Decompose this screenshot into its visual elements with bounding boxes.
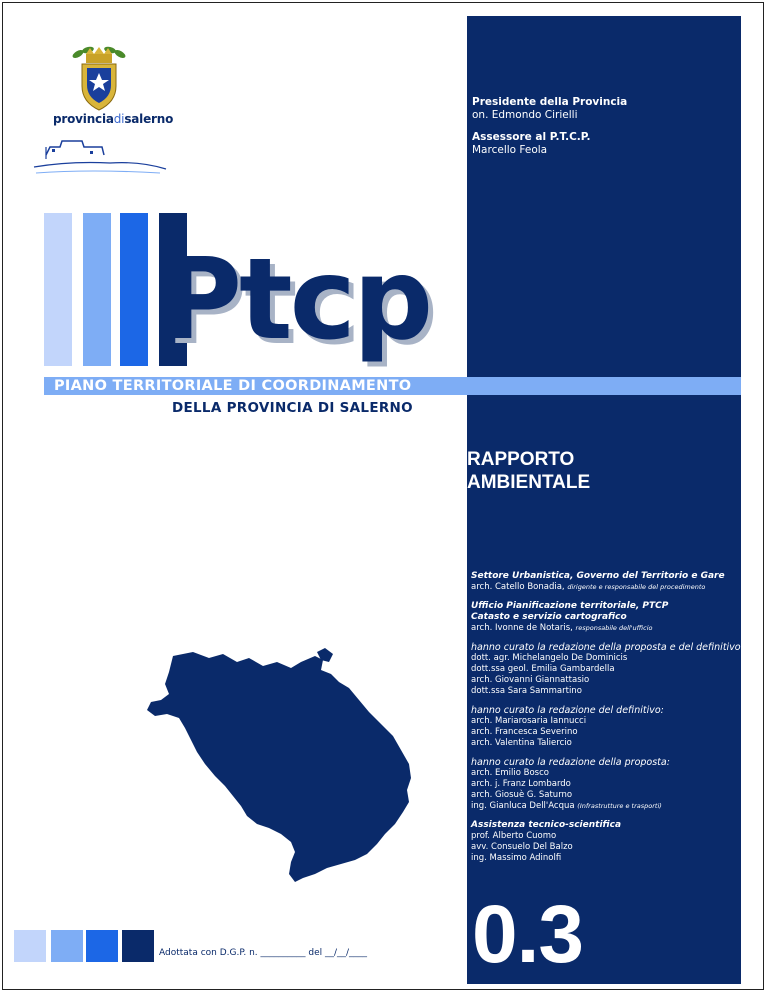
list-item: ing. Gianluca Dell'Acqua (Infrastrutture e trasporti) <box>471 801 662 811</box>
report-title: RAPPORTO AMBIENTALE <box>467 449 591 493</box>
adoption-line: Adottata con D.G.P. n. __________ del __/__/____ <box>159 948 368 958</box>
list-item: prof. Alberto Cuomo <box>471 831 557 841</box>
logo-text: provinciadisalerno <box>53 112 174 126</box>
decor-bar-bright <box>120 213 148 366</box>
document-number: 0.3 <box>472 889 583 980</box>
list-item: dott.ssa geol. Emilia Gambardella <box>471 664 615 674</box>
list-item: dott.ssa Sara Sammartino <box>471 686 582 696</box>
official-role: Presidente della Provincia <box>472 96 628 108</box>
official-name: Marcello Feola <box>472 144 548 156</box>
list-item: ing. Massimo Adinolfi <box>471 853 562 863</box>
list-item: arch. Emilio Bosco <box>471 768 549 778</box>
decor-bar-light <box>44 213 72 366</box>
list-item: arch. Giovanni Giannattasio <box>471 675 590 685</box>
credits-settore: Settore Urbanistica, Governo del Territorio e Gare arch. Catello Bonadia, dirigente e responsabile del procedimento <box>471 571 725 592</box>
list-item: avv. Consuelo Del Balzo <box>471 842 573 852</box>
official-role: Assessore al P.T.C.P. <box>472 131 591 143</box>
list-item: arch. Valentina Taliercio <box>471 738 572 748</box>
province-map-icon <box>145 648 435 888</box>
castle-illustration-icon <box>30 135 170 177</box>
officials <box>472 96 627 157</box>
credits <box>471 571 744 872</box>
list-item: arch. Giosuè G. Saturno <box>471 790 573 800</box>
credits-proposta: hanno curato la redazione della proposta: arch. Emilio Bosco arch. j. Franz Lombardo arch. Giosuè G. Saturno ing. Gianluca Dell'Acqua (Infrastrutture e trasporti) <box>471 757 737 812</box>
band-title: PIANO TERRITORIALE DI COORDINAMENTO <box>54 378 412 394</box>
credits-ufficio: Ufficio Pianificazione territoriale, PTCP Catasto e servizio cartografico arch. Ivonne de Notaris, responsabile dell'ufficio <box>471 601 669 633</box>
decor-bar-mid <box>83 213 111 366</box>
official-name: on. Edmondo Cirielli <box>472 109 578 121</box>
salerno-crest-icon <box>64 44 134 114</box>
decor-square-bright <box>86 930 118 962</box>
decor-square-light <box>14 930 46 962</box>
credits-definitivo: hanno curato la redazione del definitivo: arch. Mariarosaria Iannucci arch. Francesca Severino arch. Valentina Taliercio <box>471 705 737 749</box>
list-item: dott. agr. Michelangelo De Dominicis <box>471 653 628 663</box>
decor-square-navy <box>122 930 154 962</box>
subtitle: DELLA PROVINCIA DI SALERNO <box>172 400 413 416</box>
list-item: arch. j. Franz Lombardo <box>471 779 571 789</box>
list-item: arch. Mariarosaria Iannucci <box>471 716 587 726</box>
decor-square-mid <box>51 930 83 962</box>
list-item: arch. Francesca Severino <box>471 727 578 737</box>
ptcp-title: Ptcp <box>160 235 431 365</box>
credits-proposta-definitivo: hanno curato la redazione della proposta e del definitivo: dott. agr. Michelangelo De Dominicis dott.ssa geol. Emilia Gambardella arch. Giovanni Giannattasio dott.ssa Sara Sammartino <box>471 642 744 696</box>
credits-assistenza: Assistenza tecnico-scientifica prof. Alberto Cuomo avv. Consuelo Del Balzo ing. Massimo Adinolfi <box>471 820 737 864</box>
